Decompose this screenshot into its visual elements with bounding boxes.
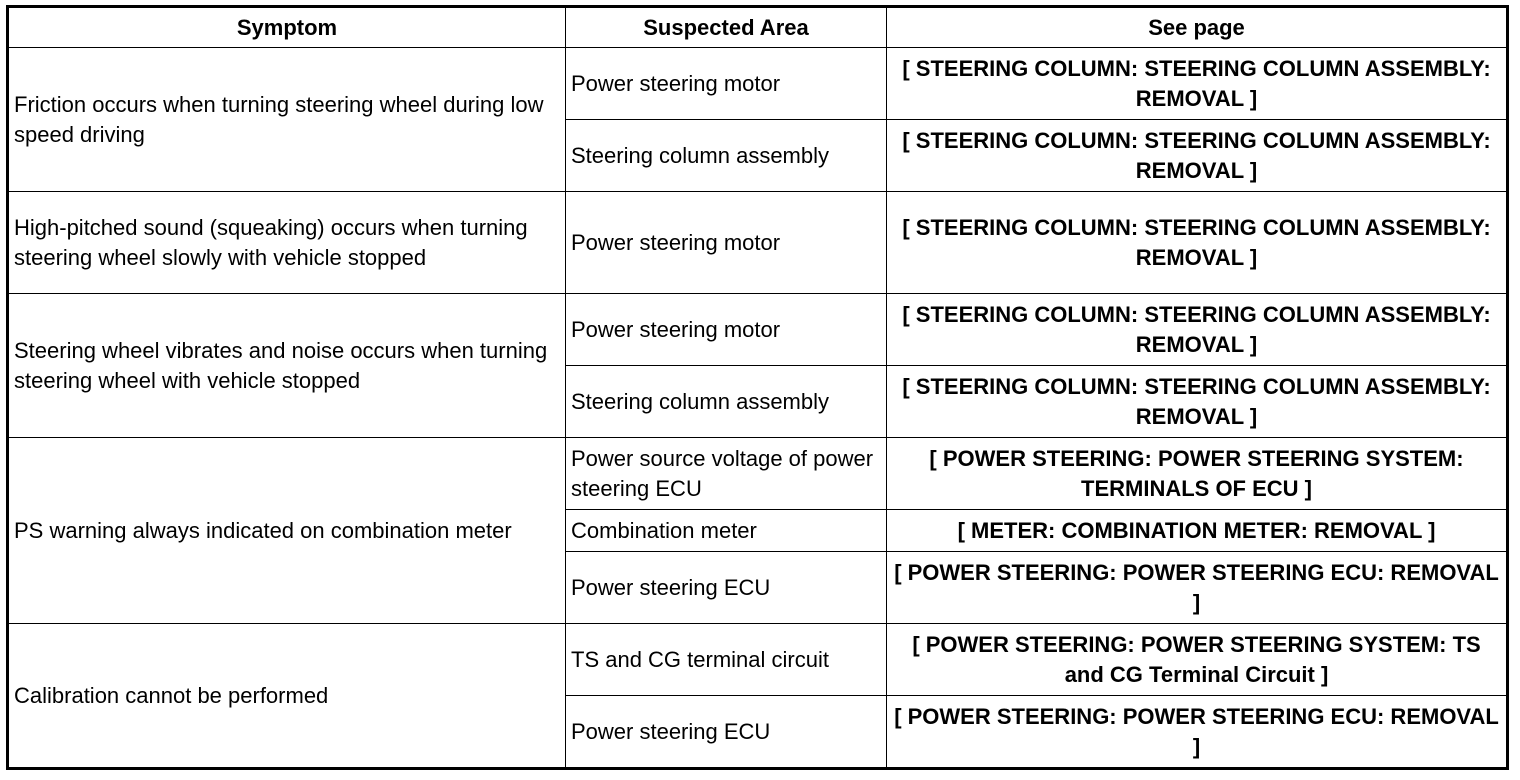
suspected-area-cell: Power steering ECU xyxy=(566,552,887,624)
header-see-page: See page xyxy=(887,7,1508,48)
see-page-link[interactable]: [ STEERING COLUMN: STEERING COLUMN ASSEMBLY: REMOVAL ] xyxy=(887,192,1508,294)
suspected-area-cell: Power steering motor xyxy=(566,192,887,294)
symptom-cell: PS warning always indicated on combination meter xyxy=(8,438,566,624)
see-page-link[interactable]: [ METER: COMBINATION METER: REMOVAL ] xyxy=(887,510,1508,552)
header-suspected-area: Suspected Area xyxy=(566,7,887,48)
suspected-area-cell: Power steering ECU xyxy=(566,696,887,769)
symptom-cell: High-pitched sound (squeaking) occurs when turning steering wheel slowly with vehicle stopped xyxy=(8,192,566,294)
see-page-link[interactable]: [ POWER STEERING: POWER STEERING ECU: REMOVAL ] xyxy=(887,696,1508,769)
suspected-area-cell: Combination meter xyxy=(566,510,887,552)
suspected-area-cell: Steering column assembly xyxy=(566,366,887,438)
table-row xyxy=(8,192,1508,294)
see-page-link[interactable]: [ POWER STEERING: POWER STEERING SYSTEM: TS and CG Terminal Circuit ] xyxy=(887,624,1508,696)
suspected-area-cell: TS and CG terminal circuit xyxy=(566,624,887,696)
table-row xyxy=(8,438,1508,510)
header-row xyxy=(8,7,1508,48)
header-symptom: Symptom xyxy=(8,7,566,48)
troubleshooting-table xyxy=(6,5,1509,770)
symptom-cell: Calibration cannot be performed xyxy=(8,624,566,769)
symptom-cell: Friction occurs when turning steering wheel during low speed driving xyxy=(8,48,566,192)
suspected-area-cell: Power source voltage of power steering ECU xyxy=(566,438,887,510)
see-page-link[interactable]: [ STEERING COLUMN: STEERING COLUMN ASSEMBLY: REMOVAL ] xyxy=(887,294,1508,366)
table-row xyxy=(8,48,1508,120)
see-page-link[interactable]: [ STEERING COLUMN: STEERING COLUMN ASSEMBLY: REMOVAL ] xyxy=(887,366,1508,438)
suspected-area-cell: Power steering motor xyxy=(566,294,887,366)
table-row xyxy=(8,294,1508,366)
table-row xyxy=(8,624,1508,696)
see-page-link[interactable]: [ POWER STEERING: POWER STEERING SYSTEM: TERMINALS OF ECU ] xyxy=(887,438,1508,510)
suspected-area-cell: Power steering motor xyxy=(566,48,887,120)
see-page-link[interactable]: [ STEERING COLUMN: STEERING COLUMN ASSEMBLY: REMOVAL ] xyxy=(887,48,1508,120)
symptom-cell: Steering wheel vibrates and noise occurs when turning steering wheel with vehicle stopped xyxy=(8,294,566,438)
see-page-link[interactable]: [ POWER STEERING: POWER STEERING ECU: REMOVAL ] xyxy=(887,552,1508,624)
suspected-area-cell: Steering column assembly xyxy=(566,120,887,192)
see-page-link[interactable]: [ STEERING COLUMN: STEERING COLUMN ASSEMBLY: REMOVAL ] xyxy=(887,120,1508,192)
